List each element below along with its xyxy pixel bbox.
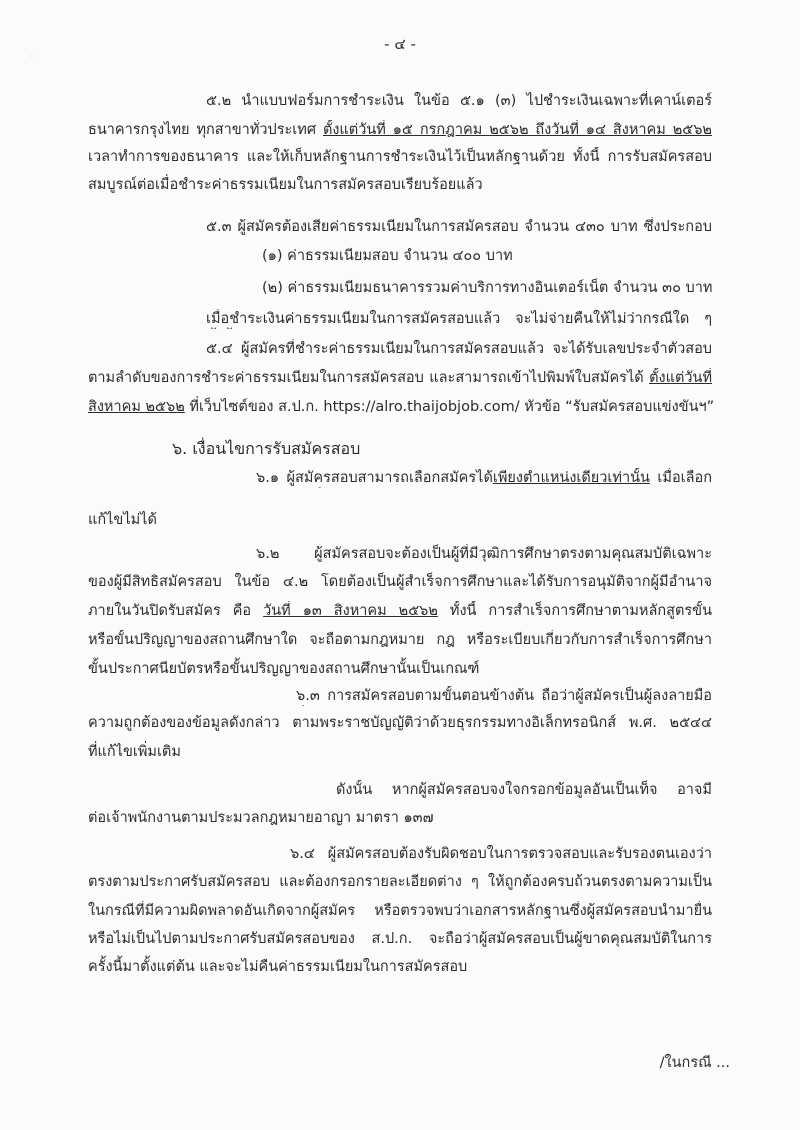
text-segment: ๖.๑ ผู้สมัครสอบสามารถเลือกสมัครได้ xyxy=(256,470,493,486)
text-line xyxy=(262,278,712,298)
text-segment: ต่อเจ้าพนักงานตามประมวลกฎหมายอาญา มาตรา ๑๓๗ xyxy=(88,810,434,826)
text-segment: ๖.๒ ผู้สมัครสอบจะต้องเป็นผู้ที่มีวุฒิการศึกษาตรงตามคุณสมบัติเฉพาะ xyxy=(256,546,712,562)
text-line xyxy=(88,175,712,195)
text-segment: ๕.๒ นำแบบฟอร์มการชำระเงิน ในข้อ ๕.๑ (๓) ไปชำระเงินเฉพาะที่เคาน์เตอร์ xyxy=(206,93,712,109)
text-line xyxy=(88,929,712,949)
scan-speck: · · xyxy=(30,52,38,61)
text-segment: ๖.๔ ผู้สมัครสอบต้องรับผิดชอบในการตรวจสอบและรับรองตนเองว่า xyxy=(290,846,712,862)
underlined-text: สิงหาคม ๒๕๖๒ xyxy=(88,399,185,415)
continuation-note xyxy=(610,1053,730,1073)
text-segment: ภายในวันปิดรับสมัคร คือ xyxy=(88,603,264,619)
text-segment: ๖. เงื่อนไขการรับสมัครสอบ xyxy=(172,439,361,458)
text-line xyxy=(88,659,712,679)
text-segment: หรือไม่เป็นไปตามประกาศรับสมัครสอบของ ส.ป.ก. จะถือว่าผู้สมัครสอบเป็นผู้ขาดคุณสมบัติในการ xyxy=(88,931,712,947)
text-segment: (๒) ค่าธรรมเนียมธนาคารรวมค่าบริการทางอินเตอร์เน็ต จำนวน ๓๐ บาท xyxy=(262,280,713,296)
text-segment: ของผู้มีสิทธิสมัครสอบ ในข้อ ๔.๒ โดยต้องเป็นผู้สำเร็จการศึกษาและได้รับการอนุมัติจากผู้มีอำนาจ xyxy=(88,574,712,590)
text-segment: ที่แก้ไขเพิ่มเติม xyxy=(88,744,181,760)
text-line xyxy=(256,544,712,564)
text-line xyxy=(88,147,712,167)
page-number: - ๔ - xyxy=(384,35,416,53)
text-line xyxy=(262,246,712,266)
text-line xyxy=(88,742,712,762)
section-heading xyxy=(172,439,712,459)
underlined-text: ตั้งแต่วันที่ xyxy=(649,370,712,386)
underlined-text: วันที่ ๑๓ สิงหาคม ๒๕๖๒ xyxy=(263,603,438,619)
text-line xyxy=(206,217,712,237)
text-line xyxy=(206,339,712,359)
text-line xyxy=(88,901,712,921)
text-line xyxy=(88,120,712,140)
text-segment: /ในกรณี ... xyxy=(659,1055,730,1071)
text-segment: ครั้งนี้มาตั้งแต่ต้น และจะไม่คืนค่าธรรมเนียมในการสมัครสอบ xyxy=(88,959,468,975)
text-segment: หรือขั้นปริญญาของสถานศึกษาใด จะถือตามกฎหมาย กฎ หรือระเบียบเกี่ยวกับการสำเร็จการศึกษา xyxy=(88,632,712,648)
text-segment: ๕.๔ ผู้สมัครที่ชำระค่าธรรมเนียมในการสมัครสอบแล้ว จะได้รับเลขประจำตัวสอบ xyxy=(206,341,712,357)
underlined-text: เพียงตำแหน่งเดียวเท่านั้น xyxy=(492,470,650,486)
text-line xyxy=(88,368,712,388)
text-segment: ๖.๓ การสมัครสอบตามขั้นตอนข้างต้น ถือว่าผู้สมัครเป็นผู้ลงลายมือ xyxy=(296,688,712,704)
text-line xyxy=(206,91,712,111)
text-line xyxy=(88,572,712,592)
text-segment: เวลาทำการของธนาคาร และให้เก็บหลักฐานการชำระเงินไว้เป็นหลักฐานด้วย ทั้งนี้ การรับสมัครสอบ xyxy=(88,149,712,165)
text-segment: แก้ไขไม่ได้ xyxy=(88,512,157,528)
text-line xyxy=(88,601,712,621)
text-line xyxy=(88,872,712,892)
text-segment: ความถูกต้องของข้อมูลดังกล่าว ตามพระราชบัญญัติว่าด้วยธุรกรรมทางอิเล็กทรอนิกส์ พ.ศ. ๒๕๔๔ xyxy=(88,715,712,731)
text-segment: ที่เว็บไซต์ของ ส.ป.ก. https://alro.thaijobjob.com/ หัวข้อ “รับสมัครสอบแข่งขันฯ” xyxy=(184,399,715,415)
text-line xyxy=(88,808,712,828)
text-segment: ตรงตามประกาศรับสมัครสอบ และต้องกรอกรายละเอียดต่าง ๆ ให้ถูกต้องครบถ้วนตรงตามความเป็น xyxy=(88,874,712,890)
text-segment: ธนาคารกรุงไทย ทุกสาขาทั่วประเทศ xyxy=(88,122,323,138)
text-segment: สมบูรณ์ต่อเมื่อชำระค่าธรรมเนียมในการสมัครสอบเรียบร้อยแล้ว xyxy=(88,177,483,193)
text-line xyxy=(88,397,715,417)
text-line xyxy=(88,957,712,977)
text-segment: ดังนั้น หากผู้สมัครสอบจงใจกรอกข้อมูลอันเป็นเท็จ อาจมี xyxy=(336,782,712,798)
text-line xyxy=(88,630,712,650)
text-line xyxy=(256,468,712,488)
text-segment: ๕.๓ ผู้สมัครต้องเสียค่าธรรมเนียมในการสมัครสอบ จำนวน ๔๓๐ บาท ซึ่งประกอบ xyxy=(206,219,712,235)
underlined-text: ตั้งแต่วันที่ ๑๕ กรกฎาคม ๒๕๖๒ ถึงวันที่ ๑๔ สิงหาคม ๒๕๖๒ xyxy=(322,122,712,138)
text-segment: (๑) ค่าธรรมเนียมสอบ จำนวน ๔๐๐ บาท xyxy=(262,248,513,264)
text-line xyxy=(88,713,712,733)
text-line xyxy=(206,309,712,329)
text-segment: เมื่อเลือก xyxy=(657,470,712,486)
text-line xyxy=(88,510,712,530)
text-line xyxy=(290,844,712,864)
text-segment: ตามลำดับของการชำระค่าธรรมเนียมในการสมัครสอบ และสามารถเข้าไปพิมพ์ใบสมัครได้ xyxy=(88,370,650,386)
text-segment: ในกรณีที่มีความผิดพลาดอันเกิดจากผู้สมัคร หรือตรวจพบว่าเอกสารหลักฐานซึ่งผู้สมัครสอบนำมายื่น xyxy=(88,903,712,919)
text-line xyxy=(336,780,712,800)
text-segment: ทั้งนี้ การสำเร็จการศึกษาตามหลักสูตรขั้น xyxy=(449,603,712,619)
text-segment: ขั้นประกาศนียบัตรหรือขั้นปริญญาของสถานศึกษานั้นเป็นเกณฑ์ xyxy=(88,661,480,677)
text-line xyxy=(296,686,712,706)
text-segment: เมื่อชำระเงินค่าธรรมเนียมในการสมัครสอบแล้ว จะไม่จ่ายคืนให้ไม่ว่ากรณีใด ๆ xyxy=(206,311,712,327)
